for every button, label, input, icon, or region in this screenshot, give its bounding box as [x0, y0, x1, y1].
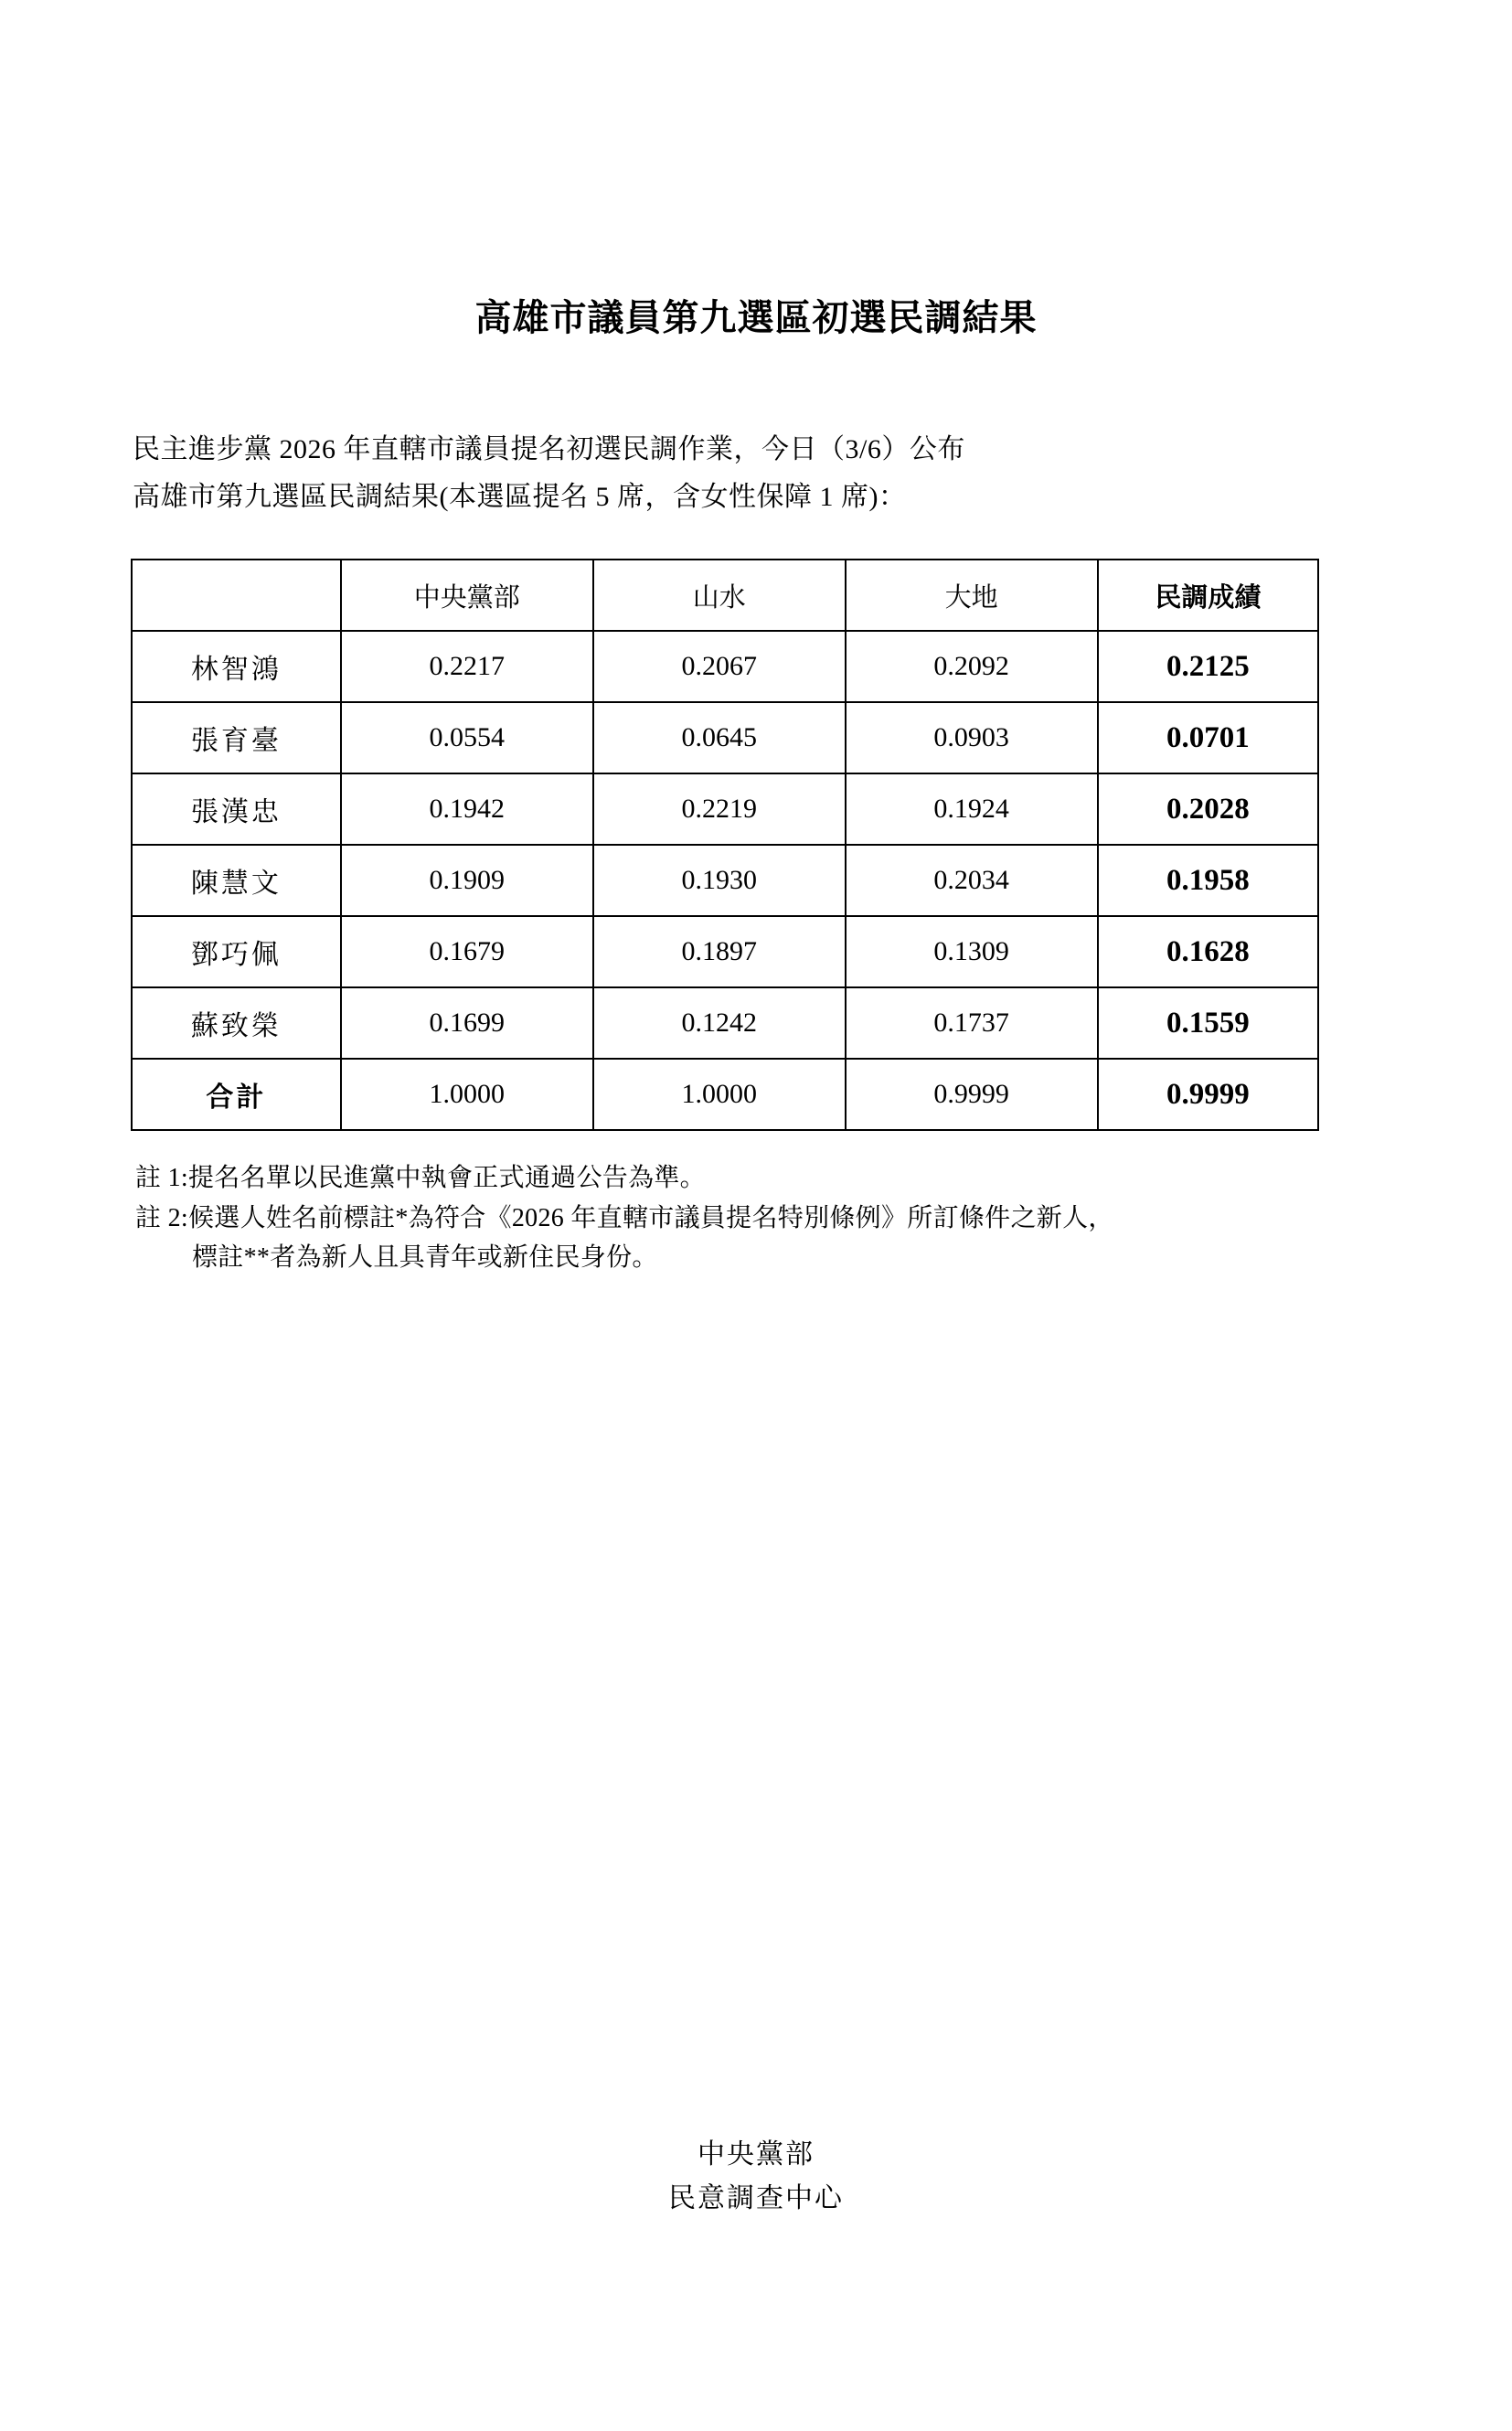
value-shanshui: 0.2219	[593, 773, 846, 845]
table-row	[132, 916, 1318, 987]
intro-line-2: 高雄市第九選區民調結果(本選區提名 5 席，含女性保障 1 席)：	[133, 481, 907, 512]
value-dadi: 0.2092	[846, 631, 1098, 702]
table-row-total	[132, 1059, 1318, 1130]
value-central: 0.1909	[341, 845, 593, 916]
total-central: 1.0000	[341, 1059, 593, 1130]
candidate-name: 蘇致榮	[132, 987, 341, 1059]
value-result: 0.0701	[1098, 702, 1318, 773]
footer-org: 中央黨部	[697, 2139, 815, 2170]
table-row	[132, 773, 1318, 845]
value-central: 0.2217	[341, 631, 593, 702]
intro-paragraph	[128, 426, 1384, 520]
table-row	[132, 987, 1318, 1059]
footnote-2: 註 2:候選人姓名前標註*為符合《2026 年直轄市議員提名特別條例》所訂條件之新人，	[135, 1203, 1114, 1232]
value-dadi: 0.2034	[846, 845, 1098, 916]
candidate-name: 陳慧文	[132, 845, 341, 916]
value-shanshui: 0.1930	[593, 845, 846, 916]
candidate-name: 張育臺	[132, 702, 341, 773]
document-page	[0, 293, 1512, 2431]
poll-results-table	[131, 559, 1319, 1131]
table-header-blank	[132, 560, 341, 631]
table-header-result: 民調成績	[1098, 560, 1318, 631]
value-result: 0.1628	[1098, 916, 1318, 987]
value-shanshui: 0.1897	[593, 916, 846, 987]
value-dadi: 0.1737	[846, 987, 1098, 1059]
value-shanshui: 0.1242	[593, 987, 846, 1059]
document-footer	[0, 2133, 1512, 2221]
table-row	[132, 631, 1318, 702]
value-central: 0.1699	[341, 987, 593, 1059]
value-result: 0.2125	[1098, 631, 1318, 702]
value-central: 0.1942	[341, 773, 593, 845]
value-dadi: 0.1924	[846, 773, 1098, 845]
footnote-1: 註 1:提名名單以民進黨中執會正式通過公告為準。	[135, 1164, 706, 1193]
value-dadi: 0.0903	[846, 702, 1098, 773]
value-result: 0.2028	[1098, 773, 1318, 845]
total-dadi: 0.9999	[846, 1059, 1098, 1130]
total-label: 合計	[132, 1059, 341, 1130]
value-shanshui: 0.2067	[593, 631, 846, 702]
footnotes	[128, 1158, 1384, 1277]
candidate-name: 林智鴻	[132, 631, 341, 702]
value-central: 0.1679	[341, 916, 593, 987]
value-result: 0.1958	[1098, 845, 1318, 916]
value-dadi: 0.1309	[846, 916, 1098, 987]
table-row	[132, 845, 1318, 916]
page-title: 高雄市議員第九選區初選民調結果	[474, 297, 1038, 338]
footnote-2-cont: 標註**者為新人且具青年或新住民身份。	[192, 1242, 658, 1272]
table-header-row	[132, 560, 1318, 631]
candidate-name: 張漢忠	[132, 773, 341, 845]
table-header-shanshui: 山水	[593, 560, 846, 631]
intro-line-1: 民主進步黨 2026 年直轄市議員提名初選民調作業，今日（3/6）公布	[133, 434, 965, 464]
table-row	[132, 702, 1318, 773]
total-shanshui: 1.0000	[593, 1059, 846, 1130]
value-central: 0.0554	[341, 702, 593, 773]
total-result: 0.9999	[1098, 1059, 1318, 1130]
candidate-name: 鄧巧佩	[132, 916, 341, 987]
footer-dept: 民意調查中心	[668, 2183, 844, 2213]
value-result: 0.1559	[1098, 987, 1318, 1059]
table-header-central: 中央黨部	[341, 560, 593, 631]
table-header-dadi: 大地	[846, 560, 1098, 631]
value-shanshui: 0.0645	[593, 702, 846, 773]
